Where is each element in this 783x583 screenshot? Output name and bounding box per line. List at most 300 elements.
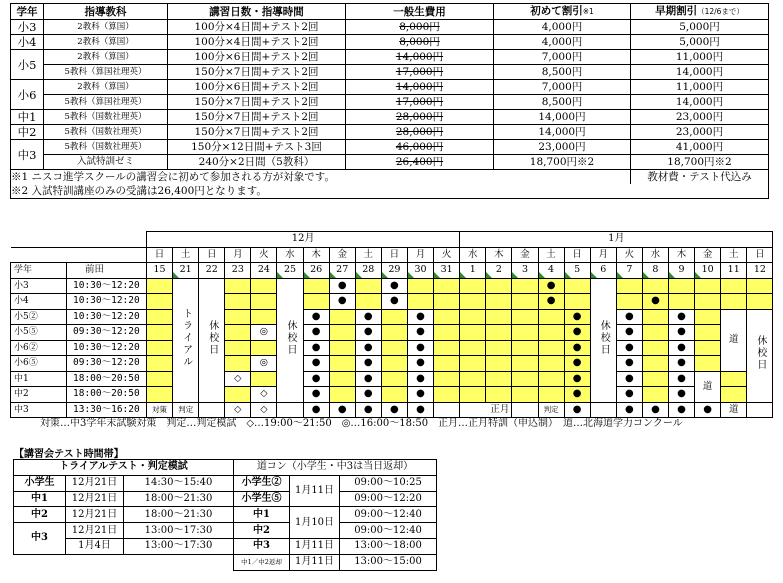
calendar-cell	[564, 278, 590, 294]
calendar-cell	[251, 356, 277, 372]
calendar-row	[11, 278, 773, 294]
dot-icon: ●	[363, 310, 373, 322]
calendar-cell	[460, 387, 486, 403]
fee-early: 5,000円	[631, 35, 769, 50]
dot-icon: ●	[677, 403, 686, 415]
dot-icon: ●	[677, 341, 686, 353]
date-label: 21	[179, 264, 192, 276]
date-cell	[460, 263, 486, 279]
calendar-cell	[329, 340, 355, 356]
calendar-grade: 中1	[11, 371, 67, 387]
dokon-time: 09:00～10:25	[340, 475, 437, 491]
calendar-cell	[668, 356, 694, 372]
calendar-cell	[251, 309, 277, 325]
triangle-marker-icon	[304, 272, 310, 278]
fee-general	[346, 125, 494, 140]
dot-icon: ●	[572, 310, 582, 322]
closed-label: 休校日	[754, 335, 766, 371]
date-label: 22	[205, 264, 218, 276]
shogatsu-label: 正月	[490, 403, 510, 415]
calendar-legend: 対策…中3学年末試験対策 判定…判定模試 ◇…19:00～21:50 ◎…16:00～18:50 正月…正月特訓（申込制） 道…北海道学力コンクール	[40, 418, 683, 429]
calendar-cell	[434, 356, 460, 372]
calendar-cell	[147, 356, 173, 372]
dot-icon: ●	[311, 372, 321, 384]
dot-icon: ●	[572, 388, 582, 400]
calendar-cell	[721, 371, 747, 387]
calendar-cell	[486, 387, 512, 403]
fee-first: 14,000円	[494, 110, 631, 125]
calendar-cell	[434, 387, 460, 403]
date-label: 2	[495, 264, 502, 276]
calendar-cell	[407, 294, 433, 310]
calendar-cell	[486, 340, 512, 356]
calendar-cell	[486, 278, 512, 294]
fee-grade: 小5	[11, 50, 44, 80]
trial-date: 12月21日	[66, 491, 124, 507]
calendar-cell	[695, 340, 721, 356]
calendar-cell	[303, 356, 329, 372]
fee-row	[11, 125, 769, 140]
dokon-date: 1月11日	[290, 538, 340, 554]
dot-icon: ●	[677, 388, 686, 400]
calendar-cell	[486, 294, 512, 310]
date-cell	[277, 263, 303, 279]
weekday-cell: 日	[564, 247, 590, 263]
dot-icon: ●	[677, 310, 686, 322]
calendar-cell	[721, 387, 747, 403]
calendar-cell	[486, 325, 512, 341]
fee-early: 23,000円	[631, 125, 769, 140]
calendar-cell	[303, 309, 329, 325]
fee-early: 11,000円	[631, 80, 769, 95]
calendar-cell	[251, 278, 277, 294]
calendar-cell	[381, 325, 407, 341]
triangle-marker-icon	[512, 272, 518, 278]
calendar-cell	[225, 294, 251, 310]
date-cell	[721, 263, 747, 279]
calendar-row	[11, 387, 773, 403]
fee-general	[346, 140, 494, 155]
fee-grade: 中2	[11, 125, 44, 140]
calendar-time: 18:00～20:50	[67, 371, 147, 387]
fee-grade: 中3	[11, 140, 44, 170]
dokon-cell	[721, 402, 747, 418]
calendar-cell	[668, 309, 694, 325]
calendar-cell	[642, 278, 668, 294]
date-cell	[407, 263, 433, 279]
calendar-cell	[251, 325, 277, 341]
hantei-label: 判定	[543, 404, 559, 414]
calendar-cell	[747, 294, 773, 310]
calendar-cell	[434, 294, 460, 310]
calendar-grade: 小6②	[11, 340, 67, 356]
calendar-cell	[564, 309, 590, 325]
dot-icon: ●	[624, 372, 634, 384]
dokon-cell	[695, 371, 721, 402]
dokon-grade: 中3	[234, 538, 290, 554]
calendar-cell	[512, 387, 538, 403]
dot-icon: ●	[416, 310, 425, 322]
dot-icon: ●	[624, 341, 634, 353]
fee-subject: 2教科（算国）	[44, 35, 168, 50]
fee-early: 11,000円	[631, 50, 769, 65]
dot-icon: ●	[677, 357, 686, 369]
calendar-cell	[642, 294, 668, 310]
fee-general-value: 14,000円	[395, 51, 444, 63]
date-cell	[381, 263, 407, 279]
fee-row	[11, 35, 769, 50]
calendar-cell	[225, 278, 251, 294]
header-grade: 学年	[11, 4, 44, 20]
dot-icon: ●	[311, 403, 321, 415]
dokon-grade: 中1／中2返却	[234, 554, 290, 570]
fee-general-value: 8,000円	[399, 36, 440, 48]
triangle-marker-icon	[408, 272, 414, 278]
trial-time: 18:00～21:30	[124, 491, 234, 507]
dot-icon: ●	[572, 357, 582, 369]
fee-time: 100分×4日間+テスト2回	[168, 35, 346, 50]
closed-column	[199, 278, 225, 402]
fee-header-row	[11, 4, 769, 20]
fee-grade: 小4	[11, 35, 44, 50]
calendar-cell	[642, 371, 668, 387]
dot-icon: ●	[624, 310, 634, 322]
dot-icon: ●	[416, 388, 425, 400]
weekday-cell: 日	[747, 247, 773, 263]
triangle-marker-icon	[277, 272, 283, 278]
fee-general-value: 46,000円	[395, 141, 444, 153]
calendar-time: 18:00～20:50	[67, 387, 147, 403]
calendar-cell	[225, 356, 251, 372]
test-row	[14, 523, 437, 539]
date-label: 9	[678, 264, 685, 276]
calendar-cell	[147, 340, 173, 356]
dot-icon: ●	[651, 403, 660, 415]
dot-icon: ●	[390, 403, 399, 415]
calendar-cell	[434, 309, 460, 325]
calendar-cell	[721, 278, 747, 294]
dokon-label: 道	[728, 403, 739, 415]
fee-row	[11, 140, 769, 155]
month-december: 12月	[147, 232, 460, 248]
dot-icon: ●	[651, 295, 660, 307]
test-row	[14, 475, 437, 491]
triangle-marker-icon	[330, 272, 336, 278]
diamond-icon: ◇	[234, 403, 242, 415]
calendar-grade: 中3	[11, 402, 67, 418]
date-cell	[303, 263, 329, 279]
calendar-cell	[512, 309, 538, 325]
header-general: 一般生費用	[346, 4, 494, 20]
fee-time: 150分×7日間+テスト2回	[168, 110, 346, 125]
fee-grade: 小6	[11, 80, 44, 110]
test-times-table	[13, 459, 437, 571]
calendar-cell	[460, 325, 486, 341]
calendar-cell	[225, 340, 251, 356]
dot-icon: ●	[311, 341, 321, 353]
date-cell	[486, 263, 512, 279]
calendar-cell	[381, 278, 407, 294]
calendar-cell	[251, 371, 277, 387]
calendar-cell	[695, 325, 721, 341]
dot-icon: ●	[703, 403, 712, 415]
fee-general	[346, 35, 494, 50]
triangle-marker-icon	[643, 272, 649, 278]
date-label: 23	[231, 264, 244, 276]
calendar-cell	[147, 387, 173, 403]
calendar-cell	[355, 309, 381, 325]
triangle-marker-icon	[617, 272, 623, 278]
calendar-cell	[147, 294, 173, 310]
fee-general-value: 8,000円	[399, 21, 440, 33]
calendar-cell	[303, 294, 329, 310]
calendar-cell	[355, 325, 381, 341]
calendar-cell	[538, 371, 564, 387]
weekday-cell: 土	[173, 247, 199, 263]
fee-subject: 5教科（国数社理英）	[44, 140, 168, 155]
calendar-cell	[616, 325, 642, 341]
closed-column	[747, 309, 773, 402]
header-first-mark: ※1	[582, 7, 594, 16]
test-blank	[14, 554, 234, 570]
trial-column	[173, 278, 199, 402]
header-first-label: 初めて割引	[530, 5, 583, 17]
calendar-cell	[303, 278, 329, 294]
weekday-cell: 火	[434, 247, 460, 263]
double-circle-icon: ◎	[259, 326, 269, 338]
calendar-cell	[355, 387, 381, 403]
weekday-cell: 水	[460, 247, 486, 263]
fee-first: 18,700円※2	[494, 155, 631, 170]
header-first	[494, 4, 631, 20]
calendar-cell	[642, 309, 668, 325]
trial-header: トライアルテスト・判定模試	[14, 460, 234, 476]
calendar-grade: 小5②	[11, 309, 67, 325]
calendar-cell	[381, 387, 407, 403]
calendar-cell	[747, 402, 773, 418]
dot-icon: ●	[416, 341, 425, 353]
fee-general	[346, 155, 494, 170]
calendar-cell	[512, 294, 538, 310]
calendar-cell	[564, 340, 590, 356]
dokon-time: 09:00～12:20	[340, 491, 437, 507]
calendar-cell	[616, 278, 642, 294]
calendar-cell	[407, 387, 433, 403]
date-label: 3	[521, 264, 528, 276]
calendar-cell	[147, 371, 173, 387]
triangle-marker-icon	[591, 272, 597, 278]
dokon-grade: 中1	[234, 507, 290, 523]
date-label: 30	[414, 264, 427, 276]
weekday-cell: 木	[486, 247, 512, 263]
calendar-time: 13:30～16:20	[67, 402, 147, 418]
fee-first: 7,000円	[494, 50, 631, 65]
fee-early: 14,000円	[631, 95, 769, 110]
fee-row	[11, 110, 769, 125]
fee-general	[346, 110, 494, 125]
calendar-cell	[407, 325, 433, 341]
calendar-cell	[225, 325, 251, 341]
calendar-cell	[251, 340, 277, 356]
calendar-cell	[564, 387, 590, 403]
fee-subject: 5教科（算国社理英）	[44, 95, 168, 110]
header-early-note: （12/6まで）	[697, 7, 744, 16]
calendar-cell	[225, 371, 251, 387]
date-cell	[668, 263, 694, 279]
triangle-marker-icon	[434, 272, 440, 278]
fee-time: 240分×2日間（5教科）	[168, 155, 346, 170]
calendar-cell	[303, 325, 329, 341]
weekday-cell: 金	[329, 247, 355, 263]
diamond-icon: ◇	[260, 403, 268, 415]
header-early	[631, 4, 769, 20]
calendar-cell	[147, 325, 173, 341]
calendar-cell	[460, 340, 486, 356]
trial-date: 12月21日	[66, 507, 124, 523]
calendar-cell	[460, 309, 486, 325]
fee-early: 18,700円※2	[631, 155, 769, 170]
fee-general	[346, 80, 494, 95]
calendar-row	[11, 325, 773, 341]
fee-first: 8,500円	[494, 95, 631, 110]
calendar-cell	[434, 371, 460, 387]
closed-column	[590, 278, 616, 402]
fee-early: 23,000円	[631, 110, 769, 125]
fee-general-value: 17,000円	[395, 96, 444, 108]
date-label: 7	[626, 264, 633, 276]
dokon-time: 09:00～12:40	[340, 523, 437, 539]
calendar-grade: 小4	[11, 294, 67, 310]
fee-first: 8,500円	[494, 65, 631, 80]
calendar-cell	[407, 309, 433, 325]
calendar-time: 10:30～12:20	[67, 340, 147, 356]
calendar-cell	[329, 387, 355, 403]
date-cell	[695, 263, 721, 279]
fee-subject: 2教科（算国）	[44, 50, 168, 65]
test-row	[14, 554, 437, 570]
calendar-cell	[434, 278, 460, 294]
calendar-cell	[668, 294, 694, 310]
fee-first: 4,000円	[494, 20, 631, 35]
date-label: 4	[548, 264, 555, 276]
fee-first: 4,000円	[494, 35, 631, 50]
date-cell	[199, 263, 225, 279]
test-row	[14, 507, 437, 523]
calendar-cell	[407, 356, 433, 372]
date-label: 12	[753, 264, 766, 276]
calendar-cell	[538, 294, 564, 310]
triangle-marker-icon	[460, 272, 466, 278]
dot-icon: ●	[311, 388, 321, 400]
dokon-header: 道コン（小学生・中3は当日返却）	[234, 460, 437, 476]
test-header-row	[14, 460, 437, 476]
calendar-cell	[695, 402, 721, 418]
dot-icon: ●	[337, 295, 347, 307]
dot-icon: ●	[416, 403, 425, 415]
dokon-date: 1月10日	[290, 507, 340, 539]
dot-icon: ●	[572, 403, 582, 415]
fee-general	[346, 65, 494, 80]
calendar-cell	[642, 387, 668, 403]
fee-row	[11, 80, 769, 95]
fee-first: 23,000円	[494, 140, 631, 155]
taisaku-label: 対策	[152, 404, 168, 414]
fee-time: 150分×7日間+テスト2回	[168, 125, 346, 140]
date-label: 15	[153, 264, 166, 276]
fee-note-2: ※2 入試特訓講座のみの受講は26,400円となります。	[11, 184, 769, 199]
date-cell	[642, 263, 668, 279]
closed-column	[277, 278, 303, 402]
dot-icon: ●	[311, 310, 321, 322]
weekday-cell: 土	[721, 247, 747, 263]
calendar-cell	[460, 294, 486, 310]
date-label: 24	[257, 264, 270, 276]
calendar-cell	[460, 371, 486, 387]
calendar-time: 09:30～12:20	[67, 325, 147, 341]
dot-icon: ●	[416, 372, 425, 384]
calendar-cell	[616, 387, 642, 403]
dot-icon: ●	[624, 326, 634, 338]
calendar-cell	[381, 340, 407, 356]
col-grade-header: 学年	[11, 263, 67, 279]
fee-general-value: 28,000円	[395, 126, 444, 138]
month-january: 1月	[460, 232, 773, 248]
closed-label: 休校日	[598, 319, 610, 356]
calendar-cell	[721, 294, 747, 310]
date-label: 31	[440, 264, 453, 276]
calendar-date-row	[11, 263, 773, 279]
calendar-time: 09:30～12:20	[67, 356, 147, 372]
calendar-cell	[329, 371, 355, 387]
double-circle-icon: ◎	[259, 357, 269, 369]
calendar-cell	[538, 387, 564, 403]
calendar-corner	[11, 232, 147, 248]
dokon-time: 13:00～18:00	[340, 538, 437, 554]
fee-first: 7,000円	[494, 80, 631, 95]
fee-grade: 小3	[11, 20, 44, 35]
calendar-cell	[512, 340, 538, 356]
calendar-cell	[434, 340, 460, 356]
calendar-cell	[564, 356, 590, 372]
trial-time: 13:00～17:30	[124, 538, 234, 554]
test-row	[14, 491, 437, 507]
col-time-header: 前田	[67, 263, 147, 279]
header-early-label: 早期割引	[655, 5, 698, 17]
weekday-cell: 月	[407, 247, 433, 263]
weekday-cell: 日	[381, 247, 407, 263]
calendar-cell	[486, 371, 512, 387]
triangle-marker-icon	[486, 272, 492, 278]
calendar-cell	[329, 278, 355, 294]
calendar-cell	[407, 278, 433, 294]
weekday-cell: 土	[355, 247, 381, 263]
fee-general	[346, 95, 494, 110]
fee-time: 100分×6日間+テスト2回	[168, 80, 346, 95]
weekday-cell: 木	[303, 247, 329, 263]
fee-note-included: 教材費・テスト代込み	[631, 170, 769, 185]
fee-row	[11, 155, 769, 170]
dot-icon: ●	[416, 357, 425, 369]
dot-icon: ●	[390, 279, 399, 291]
fee-subject: 2教科（算国）	[44, 80, 168, 95]
calendar-cell	[303, 340, 329, 356]
date-label: 27	[336, 264, 349, 276]
date-cell	[747, 263, 773, 279]
calendar-cell	[355, 371, 381, 387]
date-label: 28	[362, 264, 375, 276]
date-label: 6	[600, 264, 607, 276]
dokon-time: 09:00～12:40	[340, 507, 437, 523]
